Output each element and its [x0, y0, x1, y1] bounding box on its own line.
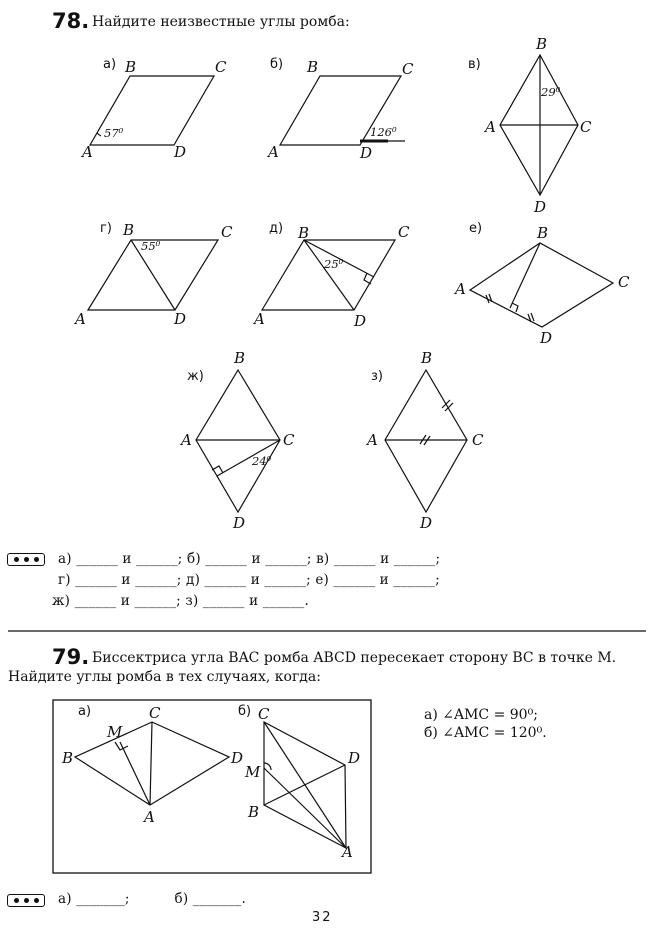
svg-text:A: A	[181, 431, 192, 449]
fig-label-g: г)	[100, 221, 112, 236]
svg-text:C: C	[215, 58, 227, 76]
svg-text:B: B	[307, 58, 319, 76]
answer-line-1: а) ______ и ______; б) ______ и ______; в) ______ и ______;	[58, 551, 441, 567]
page-number: 32	[312, 910, 333, 925]
fig-label-a: а)	[103, 57, 117, 72]
svg-text:C: C	[283, 431, 295, 449]
svg-text:D: D	[174, 310, 187, 328]
svg-text:B: B	[62, 749, 74, 767]
answer-line-79: а) _______; б) _______.	[58, 891, 246, 907]
fig-label-zh: ж)	[187, 369, 204, 384]
svg-text:B: B	[123, 221, 135, 239]
angle-55: 55⁰	[141, 239, 161, 253]
svg-text:B: B	[536, 35, 548, 53]
rhombus-e	[470, 243, 613, 327]
fig-label-e: е)	[469, 221, 483, 236]
svg-text:A: A	[144, 808, 155, 826]
answer-line-3: ж) ______ и ______; з) ______ и ______.	[52, 593, 309, 609]
svg-text:D: D	[360, 144, 373, 162]
problem-78-title: Найдите неизвестные углы ромба:	[92, 14, 350, 30]
svg-text:C: C	[580, 118, 592, 136]
answer-marker-79	[7, 894, 45, 907]
figure-frame	[53, 700, 371, 873]
svg-text:C: C	[618, 273, 630, 291]
problem-78-number: 78.	[52, 9, 90, 33]
svg-text:C: C	[472, 431, 484, 449]
svg-text:B: B	[248, 803, 260, 821]
svg-text:C: C	[149, 704, 161, 722]
svg-text:D: D	[174, 143, 187, 161]
svg-text:A: A	[254, 310, 265, 328]
svg-text:A: A	[367, 431, 378, 449]
svg-text:A: A	[455, 280, 466, 298]
svg-text:A: A	[75, 310, 86, 328]
answer-line-2: г) ______ и ______; д) ______ и ______; е) ______ и ______;	[58, 572, 440, 588]
angle-25: 25⁰	[324, 257, 344, 271]
svg-text:C: C	[398, 223, 410, 241]
svg-text:D: D	[534, 198, 547, 216]
angle-29: 29⁰	[541, 85, 561, 99]
answer-marker-78	[7, 553, 45, 566]
problem-79-number: 79.	[52, 645, 90, 669]
svg-text:D: D	[420, 514, 433, 532]
svg-text:C: C	[258, 705, 270, 723]
fig-label-z: з)	[371, 369, 383, 384]
svg-text:D: D	[540, 329, 553, 347]
fig-label-v: в)	[468, 57, 481, 72]
svg-text:D: D	[231, 749, 244, 767]
svg-text:M: M	[107, 723, 123, 741]
fig-label-b: б)	[270, 57, 284, 72]
svg-text:M: M	[245, 763, 261, 781]
svg-text:D: D	[354, 312, 367, 330]
svg-text:C: C	[221, 223, 233, 241]
svg-text:A: A	[82, 143, 93, 161]
angle-57: 57⁰	[104, 126, 124, 140]
svg-text:B: B	[421, 349, 433, 367]
problem-79-line1: Биссектриса угла BAC ромба ABCD пересекает сторону BC в точке M.	[92, 650, 617, 666]
angle-24: 24⁰	[252, 454, 272, 468]
fig-label-d: д)	[269, 221, 284, 236]
fig79-label-a: а)	[78, 704, 92, 719]
condition-b: б) ∠AMC = 120⁰.	[424, 725, 547, 741]
svg-text:B: B	[234, 349, 246, 367]
svg-text:B: B	[537, 224, 549, 242]
svg-text:D: D	[348, 749, 361, 767]
angle-126: 126⁰	[370, 125, 397, 139]
svg-text:B: B	[298, 224, 310, 242]
svg-text:C: C	[402, 60, 414, 78]
svg-text:A: A	[268, 143, 279, 161]
problem-79-line2: Найдите углы ромба в тех случаях, когда:	[8, 669, 321, 685]
svg-text:A: A	[485, 118, 496, 136]
rhombus-zh	[196, 370, 280, 512]
svg-text:D: D	[233, 514, 246, 532]
svg-text:A: A	[342, 843, 353, 861]
condition-a: а) ∠AMC = 90⁰;	[424, 707, 538, 723]
fig79-label-b: б)	[238, 704, 252, 719]
svg-text:B: B	[125, 58, 137, 76]
